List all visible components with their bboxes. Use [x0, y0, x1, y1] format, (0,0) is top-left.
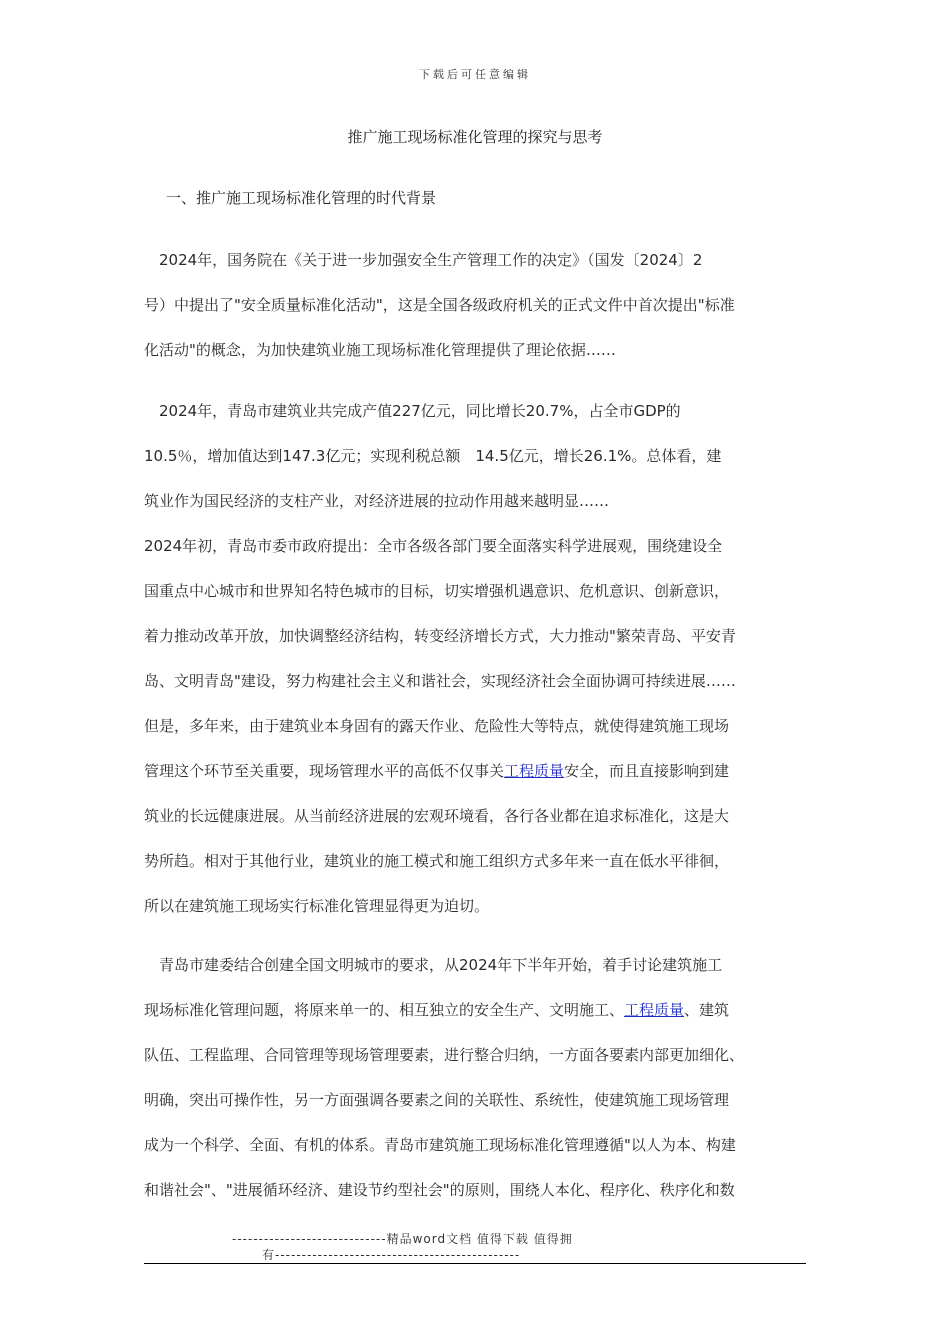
engineering-quality-link[interactable]: 工程质量 — [504, 762, 565, 780]
paragraph-line: 化活动"的概念，为加快建筑业施工现场标准化管理提供了理论依据…… — [144, 341, 616, 359]
paragraph-line: 青岛市建委结合创建全国文明城市的要求，从2024年下半年开始，着手讨论建筑施工 — [144, 956, 723, 974]
document-title: 推广施工现场标准化管理的探究与思考 — [347, 128, 603, 146]
section-heading: 一、推广施工现场标准化管理的时代背景 — [166, 189, 437, 207]
paragraph-line: 势所趋。相对于其他行业，建筑业的施工模式和施工组织方式多年来一直在低水平徘徊， — [144, 852, 730, 870]
paragraph-line: 筑业的长远健康进展。从当前经济进展的宏观环境看，各行各业都在追求标准化，这是大 — [144, 807, 730, 825]
paragraph-line: 但是，多年来，由于建筑业本身固有的露天作业、危险性大等特点，就使得建筑施工现场 — [144, 717, 730, 735]
paragraph-line: 2024年，国务院在《关于进一步加强安全生产管理工作的决定》（国发〔2024〕2 — [144, 251, 703, 269]
text-span: 、建筑 — [684, 1001, 730, 1019]
paragraph-line: 所以在建筑施工现场实行标准化管理显得更为迫切。 — [144, 897, 490, 915]
paragraph-line — [144, 988, 809, 1033]
paragraph-line: 岛、文明青岛"建设，努力构建社会主义和谐社会，实现经济社会全面协调可持续进展…… — [144, 672, 736, 690]
paragraph-line — [144, 749, 809, 794]
paragraph-line: 成为一个科学、全面、有机的体系。青岛市建筑施工现场标准化管理遵循"以人为本、构建 — [144, 1136, 736, 1154]
paragraph-line: 10.5％，增加值达到147.3亿元；实现利税总额 14.5亿元，增长26.1%。总体看，建 — [144, 447, 722, 465]
paragraph-line: 2024年初，青岛市委市政府提出：全市各级各部门要全面落实科学进展观，围绕建设全 — [144, 537, 723, 555]
header-note: 下载后可任意编辑 — [419, 68, 531, 81]
paragraph-2 — [144, 389, 809, 929]
footer-text-line-1: -----------------------------精品word文档 值得下载 值得拥 — [232, 1232, 573, 1246]
paragraph-line: 着力推动改革开放，加快调整经济结构，转变经济增长方式，大力推动"繁荣青岛、平安青 — [144, 627, 736, 645]
paragraph-line: 号）中提出了"安全质量标准化活动"，这是全国各级政府机关的正式文件中首次提出"标准 — [144, 296, 735, 314]
paragraph-3 — [144, 943, 809, 1213]
text-span: 安全，而且直接影响到建 — [564, 762, 730, 780]
paragraph-line: 和谐社会"、"进展循环经济、建设节约型社会"的原则，围绕人本化、程序化、秩序化和数 — [144, 1181, 735, 1199]
paragraph-line: 队伍、工程监理、合同管理等现场管理要素，进行整合归纳，一方面各要素内部更加细化、 — [144, 1046, 745, 1064]
footer-divider — [144, 1263, 806, 1264]
paragraph-line: 筑业作为国民经济的支柱产业，对经济进展的拉动作用越来越明显…… — [144, 492, 610, 510]
engineering-quality-link[interactable]: 工程质量 — [624, 1001, 685, 1019]
text-span: 现场标准化管理问题，将原来单一的、相互独立的安全生产、文明施工、 — [144, 1001, 625, 1019]
paragraph-1 — [144, 238, 809, 373]
paragraph-line: 2024年，青岛市建筑业共完成产值227亿元，同比增长20.7%，占全市GDP的 — [144, 402, 681, 420]
text-span: 管理这个环节至关重要，现场管理水平的高低不仅事关 — [144, 762, 505, 780]
paragraph-line: 国重点中心城市和世界知名特色城市的目标，切实增强机遇意识、危机意识、创新意识， — [144, 582, 730, 600]
footer-text-line-2: 有---------------------------------------------- — [262, 1248, 521, 1262]
paragraph-line: 明确，突出可操作性，另一方面强调各要素之间的关联性、系统性，使建筑施工现场管理 — [144, 1091, 730, 1109]
